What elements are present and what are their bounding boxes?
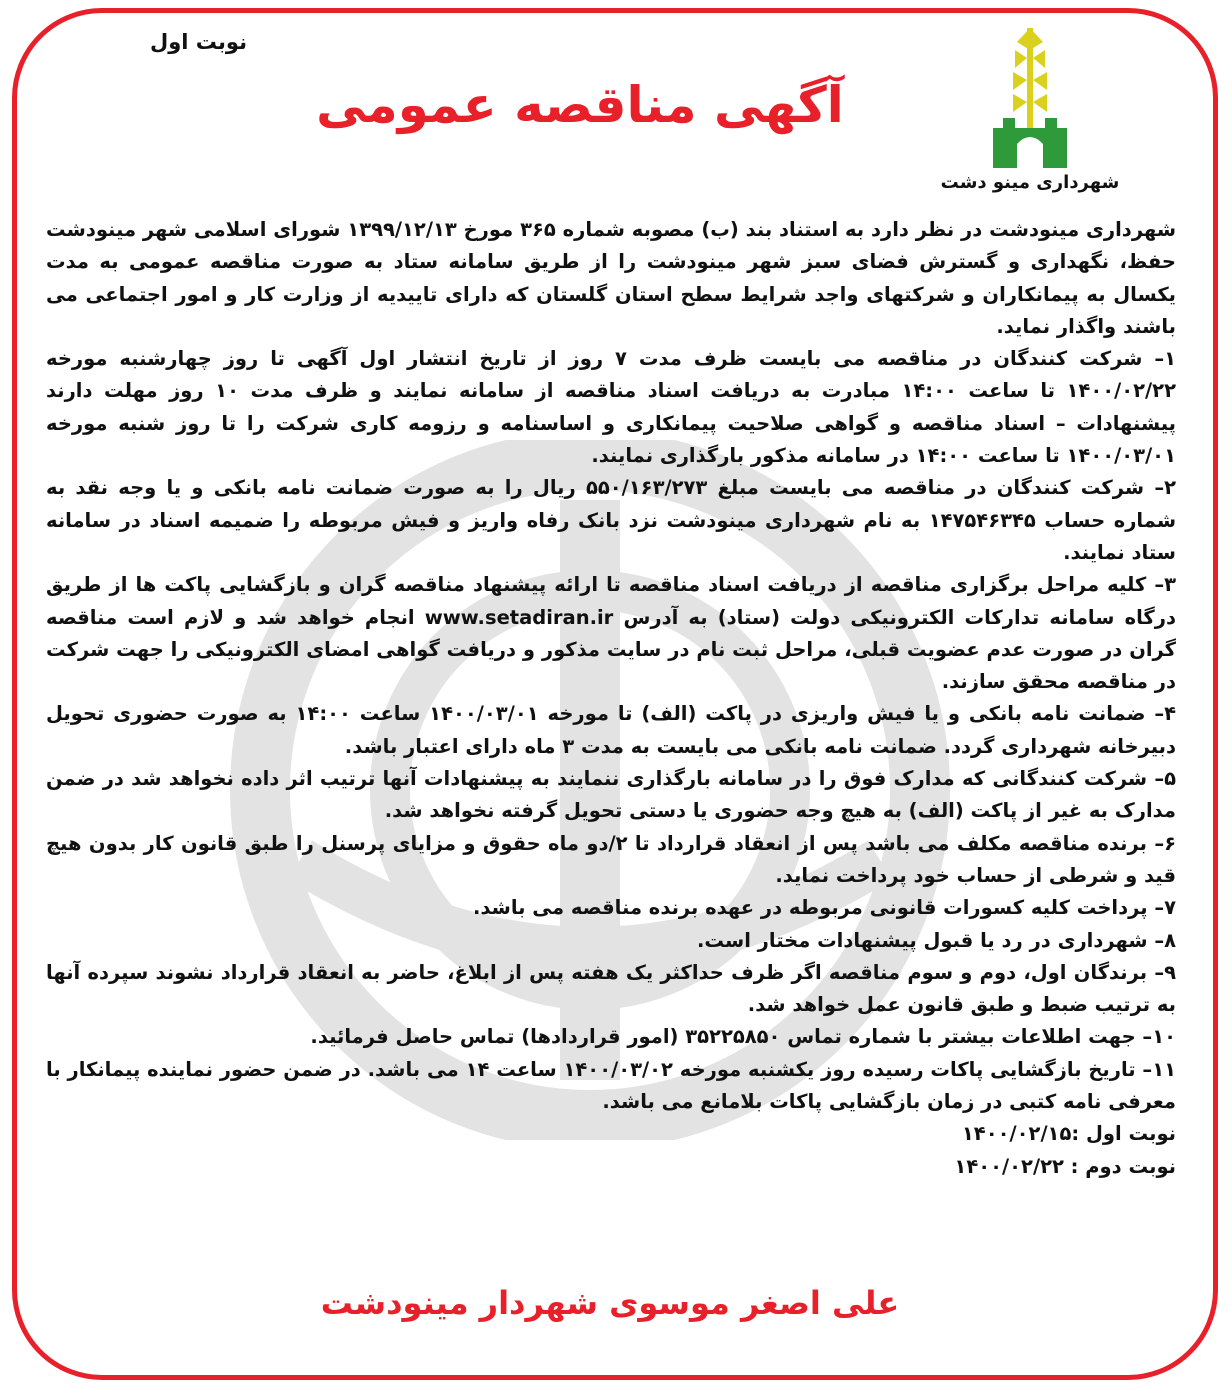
intro-paragraph: شهرداری مینودشت در نظر دارد به استناد بند (ب) مصوبه شماره ۳۶۵ مورخ ۱۳۹۹/۱۲/۱۳ شورای اسلامی شهر مینودشت حفظ، نگهداری و گسترش فضای سبز شهر مینودشت را از طریق سامانه ستاد به صورت مناقصه عمومی به مدت یکسال به پیمانکاران و شرکتهای واجد شرایط سطح استان گلستان که دارای تاییدیه از وزارت کار و امور اجتماعی می باشند واگذار نماید. <box>46 218 1176 338</box>
clause-10: ۱۰– جهت اطلاعات بیشتر با شماره تماس ۳۵۲۲۵۸۵۰ (امور قراردادها) تماس حاصل فرمائید. <box>310 1025 1176 1049</box>
clause-6: ۶– برنده مناقصه مکلف می باشد پس از انعقاد قرارداد تا ۲/دو ماه حقوق و مزایای پرسنل را طبق قانون کار بدون هیچ قید و شرطی از حساب خود پرداخت نماید. <box>46 831 1177 887</box>
wheat-tower-logo-icon <box>955 20 1105 170</box>
clause-5: ۵– شرکت کنندگانی که مدارک فوق را در سامانه بارگذاری ننمایند به پیشنهادات آنها ترتیب اثر داده نخواهد شد در ضمن مدارک به غیر از پاکت (الف) به هیچ وجه حضوری یا دستی تحویل گرفته نخواهد شد. <box>46 767 1176 823</box>
clause-11: ۱۱– تاریخ بازگشایی پاکات رسیده روز یکشنبه مورخه ۱۴۰۰/۰۳/۰۲ ساعت ۱۴ می باشد. در ضمن حضور نماینده پیمانکار با معرفی نامه کتبی در زمان بازگشایی پاکات بلامانع می باشد. <box>46 1057 1176 1114</box>
clause-8: ۸– شهرداری در رد یا قبول پیشنهادات مختار است. <box>696 928 1176 952</box>
clause-4: ۴– ضمانت نامه بانکی و یا فیش واریزی در پاکت (الف) تا مورخه ۱۴۰۰/۰۳/۰۱ ساعت ۱۴:۰۰ به صورت حضوری تحویل دبیرخانه شهرداری گردد. ضمانت نامه بانکی می بایست به مدت ۳ ماه دارای اعتبار باشد. <box>46 702 1176 758</box>
clause-3: ۳– کلیه مراحل برگزاری مناقصه از دریافت اسناد مناقصه تا ارائه پیشنهاد مناقصه گران و بازگشایی پاکت ها از طریق درگاه سامانه تدارکات الکترونیکی دولت (ستاد) به آدرس www.setadiran.ir انجام خواهد شد و لازم است مناقصه گران در صورت عدم عضویت قبلی، مراحل ثبت نام در سایت مذکور و دریافت گواهی امضای الکترونیکی را جهت شرکت در مناقصه محقق سازند. <box>46 573 1176 694</box>
clause-9: ۹– برندگان اول، دوم و سوم مناقصه اگر ظرف حداکثر یک هفته پس از ابلاغ، حاضر به انعقاد قرارداد نشوند سپرده آنها به ترتیب ضبط و طبق قانون عمل خواهد شد. <box>46 960 1176 1017</box>
municipality-logo <box>930 20 1130 200</box>
signature: علی اصغر موسوی شهردار مینودشت <box>320 1284 900 1322</box>
notice-body <box>46 214 1176 1183</box>
clause-7: ۷– پرداخت کلیه کسورات قانونی مربوطه در عهده برنده مناقصه می باشد. <box>472 896 1176 920</box>
clause-1: ۱– شرکت کنندگان در مناقصه می بایست ظرف مدت ۷ روز از تاریخ انتشار اول آگهی تا روز چهارشنبه مورخه ۱۴۰۰/۰۲/۲۲ تا ساعت ۱۴:۰۰ مبادرت به دریافت اسناد مناقصه از سامانه نمایند و ظرف مدت ۱۰ روز مهلت دارند پیشنهادات – اسناد مناقصه و گواهی صلاحیت پیمانکاری و اساسنامه و رزومه کاری شرکت را تا روز شنبه مورخه ۱۴۰۰/۰۳/۰۱ تا ساعت ۱۴:۰۰ در سامانه مذکور بارگذاری نمایند. <box>46 347 1176 468</box>
notice-title: آگهی مناقصه عمومی <box>316 76 844 134</box>
edition-2-date: نوبت دوم : ۱۴۰۰/۰۲/۲۲ <box>954 1154 1176 1178</box>
logo-caption: شهرداری مینو دشت <box>940 172 1120 193</box>
edition-label: نوبت اول <box>150 30 247 54</box>
edition-1-date: نوبت اول :۱۴۰۰/۰۲/۱۵ <box>961 1122 1176 1146</box>
clause-2: ۲– شرکت کنندگان در مناقصه می بایست مبلغ ۵۵۰/۱۶۳/۲۷۳ ریال را به صورت ضمانت نامه بانکی و یا وجه نقد به شماره حساب ۱۴۷۵۴۶۳۴۵ به نام شهرداری مینودشت نزد بانک رفاه واریز و فیش مربوطه را ضمیمه اسناد در سامانه ستاد نمایند. <box>46 476 1177 564</box>
